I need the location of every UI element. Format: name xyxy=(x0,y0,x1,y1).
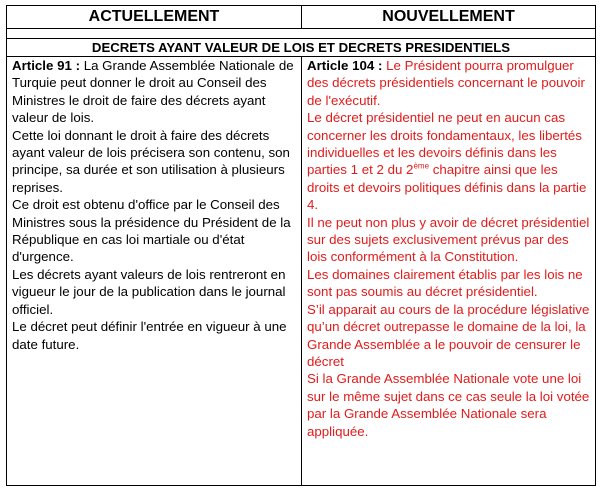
left-paragraph-1-text: La Grande Assemblée Nationale de Turquie peut donner le droit au Conseil des Ministres le droit de faire des décrets ayant valeur de lois. xyxy=(12,58,294,126)
right-paragraph-6: Si la Grande Assemblée Nationale vote une loi sur le même sujet dans ce cas seule la loi votée par la Grande Assemblée Nationale sera appliquée. xyxy=(307,371,590,439)
right-paragraph-1 xyxy=(307,57,590,109)
section-row xyxy=(7,39,596,57)
ordinal-superscript: ème xyxy=(413,162,430,172)
article-91-label: Article 91 : xyxy=(12,58,80,73)
right-column-cell xyxy=(302,57,596,486)
section-title: DECRETS AYANT VALEUR DE LOIS ET DECRETS PRESIDENTIELS xyxy=(7,39,596,57)
article-104-label: Article 104 : xyxy=(307,58,383,73)
content-row xyxy=(7,57,596,486)
left-paragraph-1 xyxy=(12,57,296,127)
right-paragraph-2-before: Le décret présidentiel ne peut en aucun cas concerner les droits fondamentaux, les libertés individuelles et les devoirs définis dans les parties 1 et 2 du 2 xyxy=(307,110,582,178)
right-paragraph-1-text: Le Président pourra promulguer des décrets présidentiels concernant le pouvoir de l'exécutif. xyxy=(307,58,585,108)
right-paragraph-3: Il ne peut non plus y avoir de décret présidentiel sur des sujets exclusivement prévus par des lois conformément à la Constitution. xyxy=(307,214,590,265)
spacer-row xyxy=(7,29,596,39)
left-paragraph-4: Les décrets ayant valeurs de lois rentreront en vigueur le jour de la publication dans le journal officiel. xyxy=(12,266,286,317)
left-column-cell xyxy=(7,57,302,486)
comparison-table xyxy=(6,5,596,486)
left-paragraph-3: Ce droit est obtenu d'office par le Conseil des Ministres sous la présidence du Président de la République en cas loi martiale ou d'état d'urgence. xyxy=(12,197,291,265)
left-paragraph-2: Cette loi donnant le droit à faire des décrets ayant valeur de lois précisera son contenu, son principe, sa durée et son utilisation à plusieurs reprises. xyxy=(12,127,290,195)
left-paragraph-5: Le décret peut définir l'entrée en vigueur à une date future. xyxy=(12,319,287,352)
right-paragraph-4: Les domaines clairement établis par les lois ne sont pas soumis au décret présidentiel. xyxy=(307,266,583,300)
header-row xyxy=(7,6,596,29)
right-paragraph-2-after: chapitre ainsi que les droits et devoirs politiques définis dans la partie 4. xyxy=(307,162,587,213)
spacer-cell xyxy=(7,29,596,39)
right-paragraph-2 xyxy=(307,109,590,213)
header-nouvellement: NOUVELLEMENT xyxy=(302,6,596,29)
right-paragraph-5: S’il apparait au cours de la procédure législative qu’un décret outrepasse le domaine de la loi, la Grande Assemblée a le pouvoir de censurer le décret xyxy=(307,301,590,369)
header-actuellement: ACTUELLEMENT xyxy=(7,6,302,29)
